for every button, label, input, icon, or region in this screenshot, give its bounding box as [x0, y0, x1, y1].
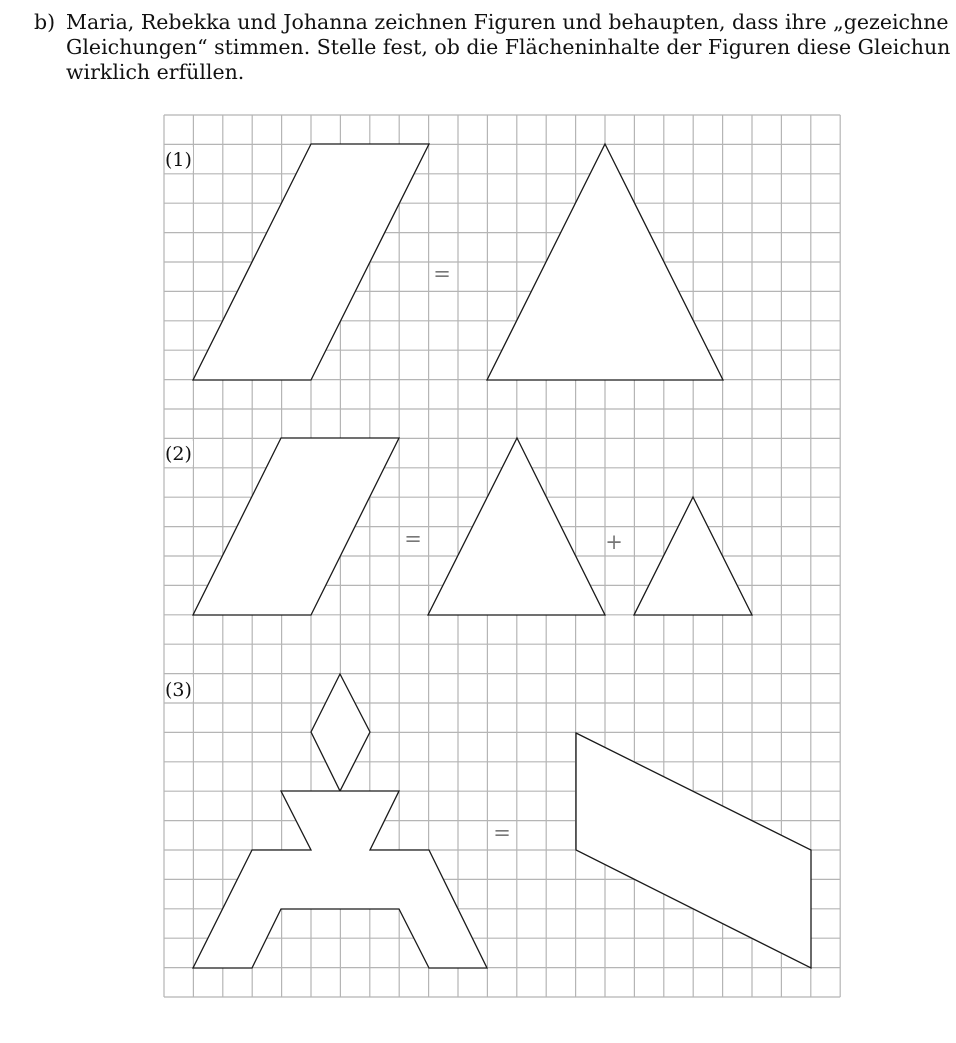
task-line-3: wirklich erfüllen. — [66, 60, 245, 84]
plus-sign-2: + — [605, 530, 623, 554]
task-line-2: Gleichungen“ stimmen. Stelle fest, ob die Flächeninhalte der Figuren diese Gleichun — [66, 35, 951, 59]
label-3: (3) — [165, 679, 192, 701]
equals-sign-1: = — [433, 262, 451, 286]
task-marker: b) — [34, 10, 56, 34]
rhombus-3 — [311, 674, 370, 791]
task-line-1: Maria, Rebekka und Johanna zeichnen Figuren und behaupten, dass ihre „gezeichne — [66, 10, 949, 34]
label-2: (2) — [165, 443, 192, 465]
equals-sign-2: = — [404, 527, 422, 551]
equals-sign-3: = — [493, 821, 511, 845]
label-1: (1) — [165, 149, 192, 171]
